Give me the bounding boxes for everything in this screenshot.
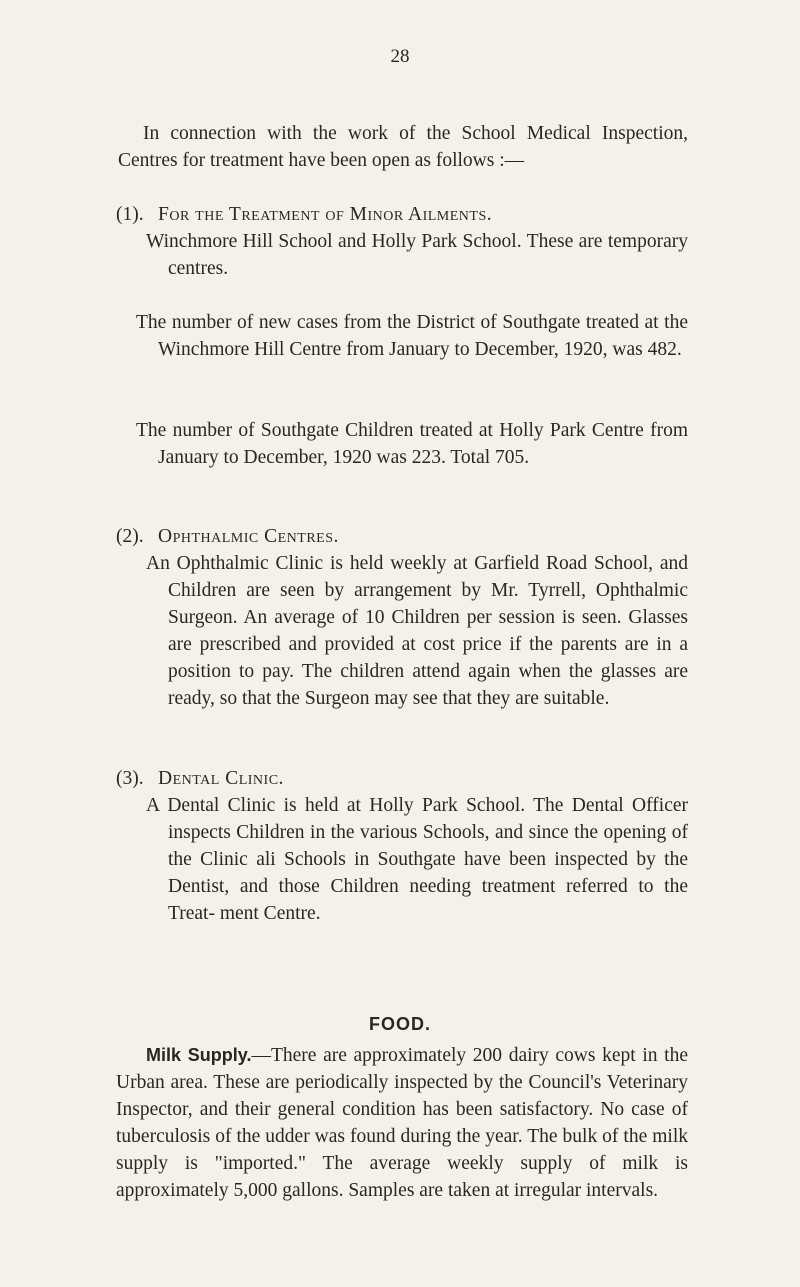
section-2-number: (2). <box>116 526 144 547</box>
section-2-heading <box>116 523 339 550</box>
section-3-title: Dental Clinic. <box>158 768 284 789</box>
milk-supply-paragraph <box>116 1042 688 1204</box>
section-1-para-3: The number of Southgate Children treated at Holly Park Centre from January to December, 1920 was 223. Total 705. <box>136 420 688 468</box>
section-2-para-1: An Ophthalmic Clinic is held weekly at Garfield Road School, and Children are seen by arrangement by Mr. Tyrrell, Ophthalmic Surgeon. An average of 10 Children per session is seen. Glasses are prescribed and provided at cost price if the parents are in a position to pay. The children attend again when the glasses are ready, so that the Surgeon may see that they are suitable. <box>146 553 688 709</box>
section-3-number: (3). <box>116 768 144 789</box>
section-1-number: (1). <box>116 204 144 225</box>
milk-supply-heading: Milk Supply. <box>146 1045 252 1065</box>
section-1-para-1: Winchmore Hill School and Holly Park School. These are temporary centres. <box>146 231 688 279</box>
section-3-heading <box>116 765 284 792</box>
section-2-title: Ophthalmic Centres. <box>158 526 339 547</box>
milk-supply-text: —There are approximately 200 dairy cows kept in the Urban area. These are periodically inspected by the Council's Veterinary Inspector, and their general condition has been satisfactory. No case of tuberculosis of the udder was found during the year. The bulk of the milk supply is "imported." The average weekly supply of milk is approximately 5,000 gallons. Samples are taken at irregular intervals. <box>116 1045 688 1201</box>
section-1-title: For the Treatment of Minor Ailments. <box>158 204 493 225</box>
intro-paragraph: In connection with the work of the School Medical Inspection, Centres for treatment have been open as follows :— <box>118 123 688 171</box>
page-number: 28 <box>390 46 410 67</box>
section-1-para-2: The number of new cases from the District of Southgate treated at the Winchmore Hill Centre from January to December, 1920, was 482. <box>136 312 688 360</box>
section-1-heading <box>116 201 492 228</box>
section-3-para-1: A Dental Clinic is held at Holly Park School. The Dental Officer inspects Children in the various Schools, and since the opening of the Clinic ali Schools in Southgate have been inspected by the Dentist, and those Children needing treatment referred to the Treat- ment Centre. <box>146 795 688 924</box>
food-heading: FOOD. <box>369 1014 431 1034</box>
